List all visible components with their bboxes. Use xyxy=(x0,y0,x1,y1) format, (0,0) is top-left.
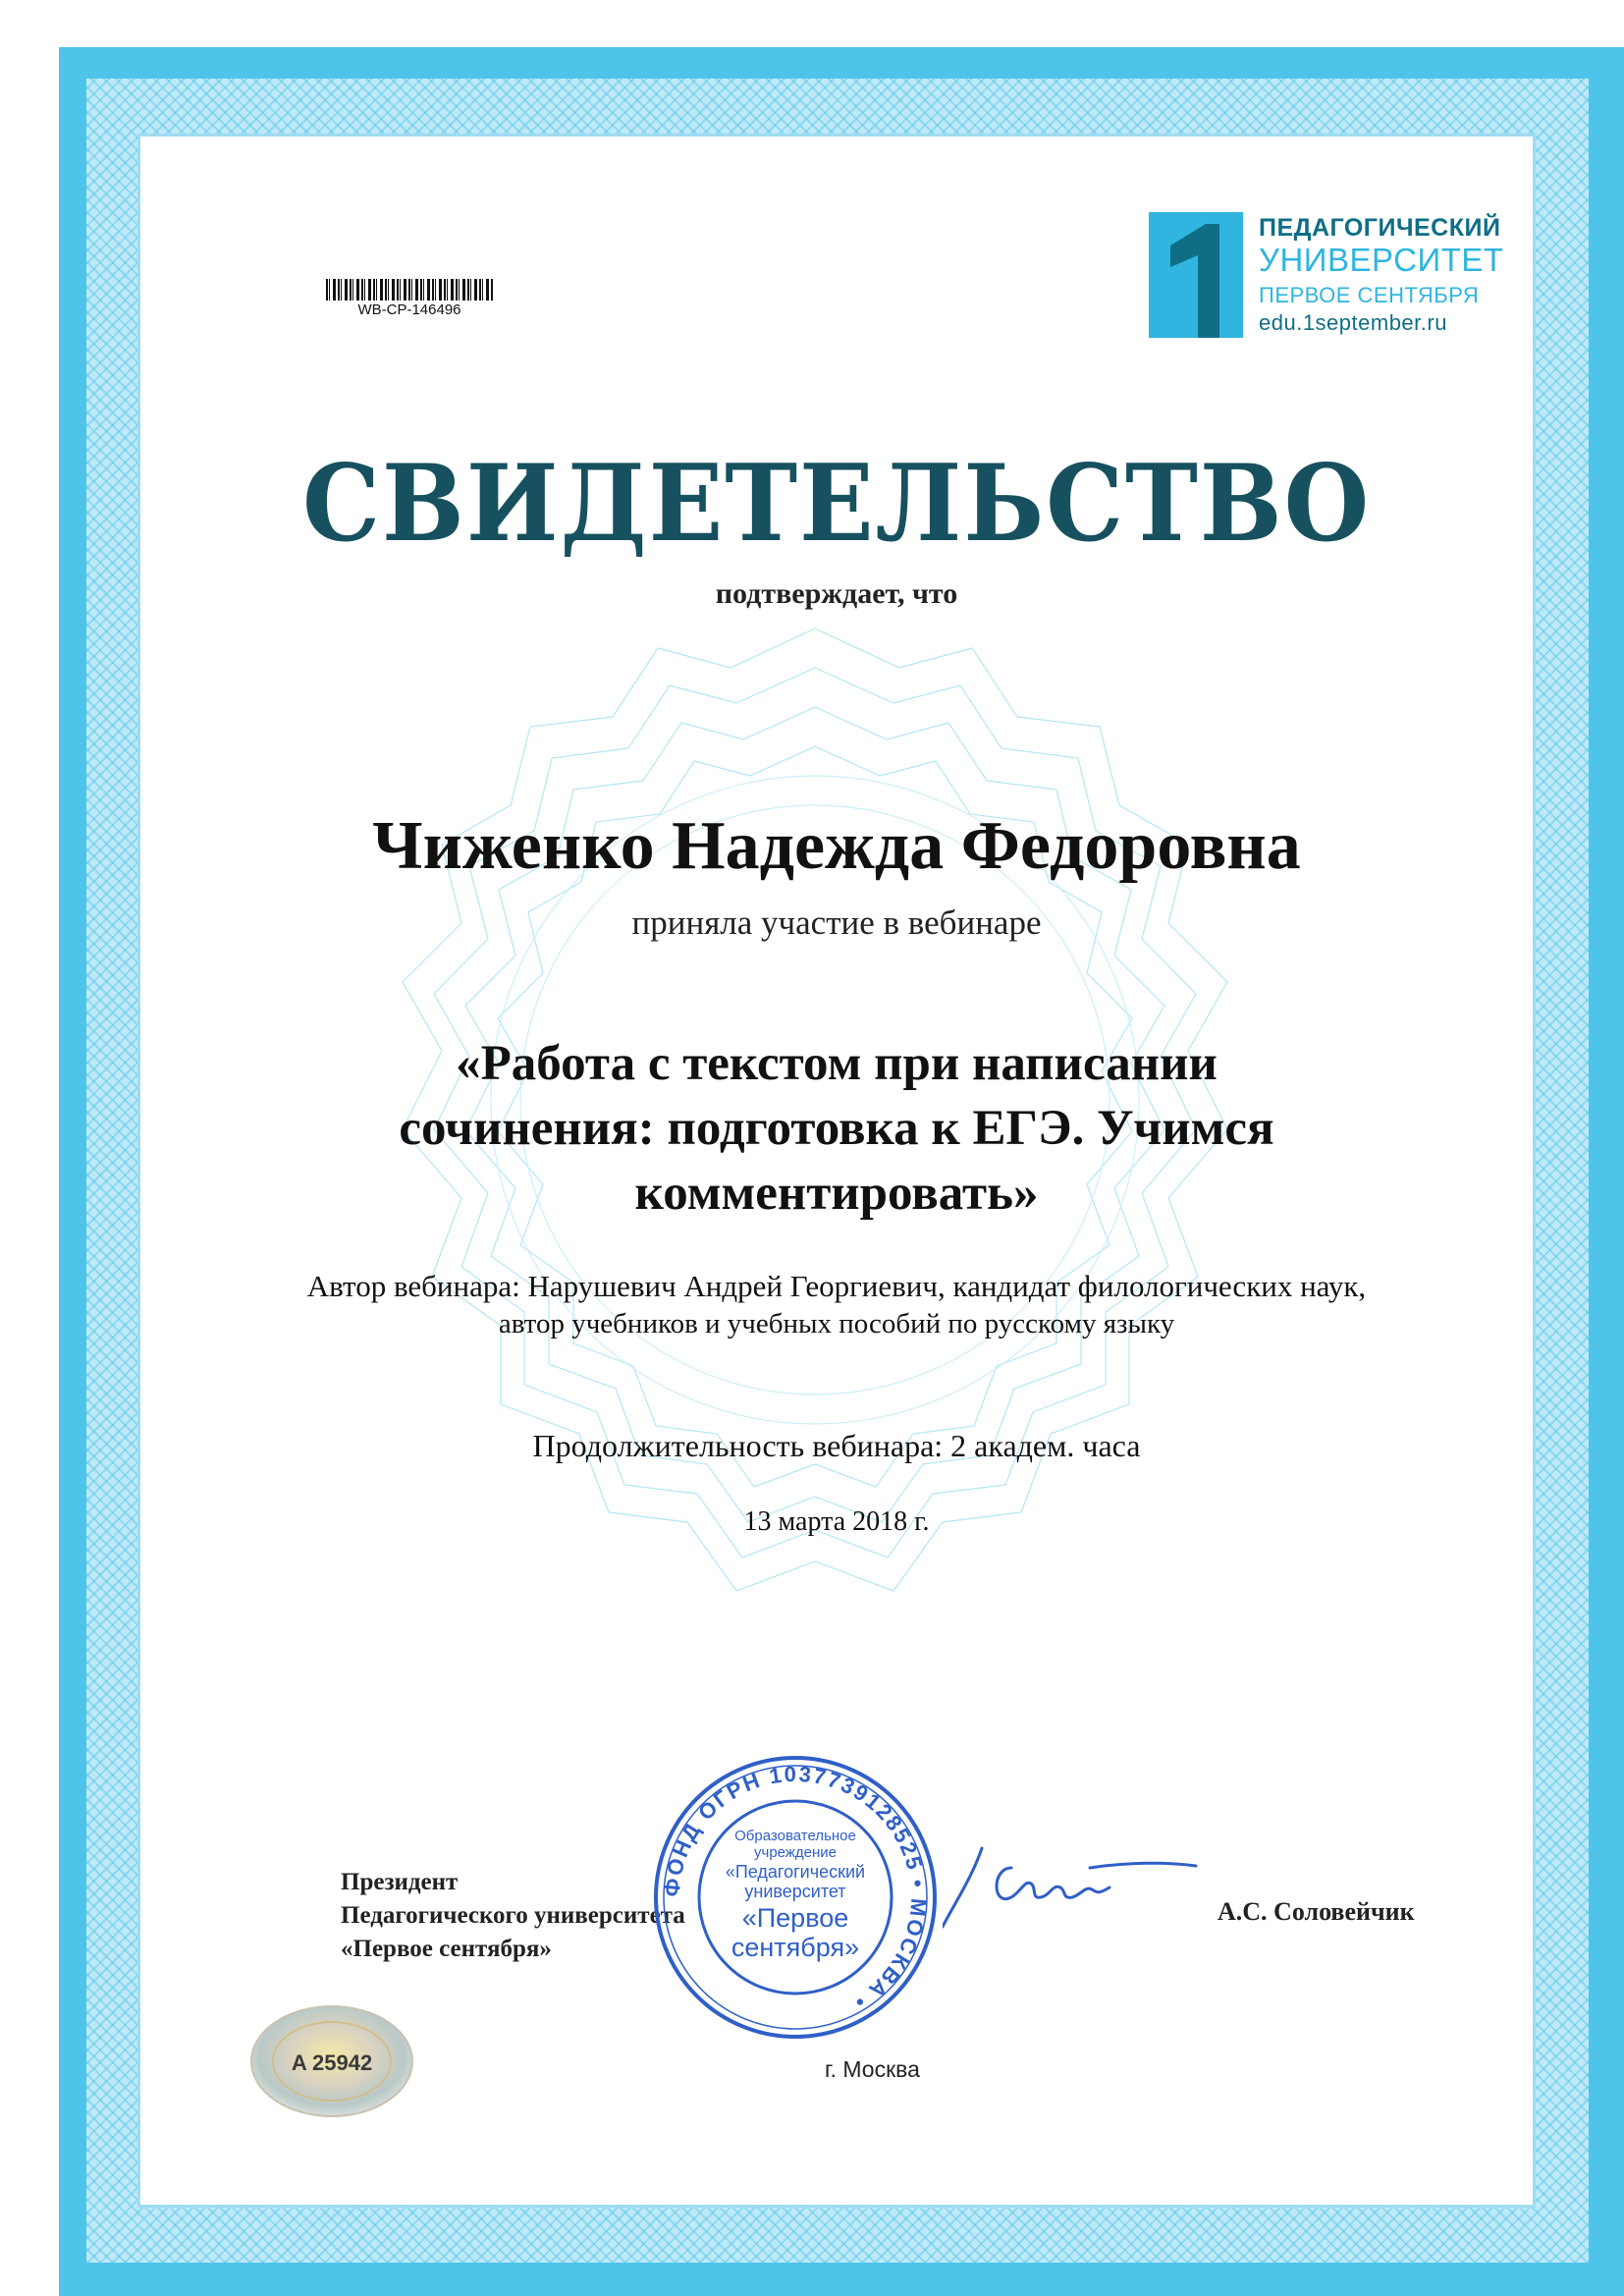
certificate-title: СВИДЕТЕЛЬСТВО xyxy=(301,442,1372,566)
seal-inner-line: Образовательное xyxy=(734,1828,856,1844)
webinar-title-line: «Работа с текстом при написании xyxy=(456,1036,1218,1091)
signer-name: А.С. Соловейчик xyxy=(1218,1897,1415,1926)
seal-ring-text: ФОНД ОГРН 1037739128525 • МОСКВА • xyxy=(659,1761,932,2016)
university-logo-icon xyxy=(1149,212,1243,338)
webinar-title-line: сочинения: подготовка к ЕГЭ. Учимся xyxy=(399,1101,1274,1156)
barcode-number: WB-CP-146496 xyxy=(357,301,461,318)
president-line: «Первое сентября» xyxy=(341,1936,552,1962)
seal-inner-line: университет xyxy=(744,1882,846,1901)
webinar-author-credentials: автор учебников и учебных пособий по русскому языку xyxy=(498,1308,1175,1339)
organization-seal xyxy=(648,1750,943,2045)
president-title xyxy=(341,1866,685,1966)
signature xyxy=(943,1829,1198,1937)
logo-title-line2: УНИВЕРСИТЕТ xyxy=(1259,242,1504,278)
logo-url: edu.1september.ru xyxy=(1259,310,1447,335)
webinar-duration: Продолжительность вебинара: 2 академ. часа xyxy=(532,1428,1141,1463)
barcode xyxy=(326,279,493,301)
seal-inner-line: сентября» xyxy=(731,1933,860,1962)
webinar-title-line: комментировать» xyxy=(634,1166,1039,1221)
logo-title-line1: ПЕДАГОГИЧЕСКИЙ xyxy=(1259,214,1501,242)
seal-inner-line: «Педагогический xyxy=(725,1862,866,1882)
president-line: Президент xyxy=(341,1869,459,1895)
recipient-name: Чиженко Надежда Федоровна xyxy=(372,808,1301,884)
webinar-title xyxy=(137,1031,1536,1226)
participation-text: приняла участие в вебинаре xyxy=(631,903,1042,942)
webinar-author: Автор вебинара: Нарушевич Андрей Георгиевич, кандидат филологических наук, xyxy=(306,1269,1367,1303)
president-line: Педагогического университета xyxy=(341,1902,685,1929)
hologram-sticker xyxy=(249,2005,414,2117)
hologram-code: A 25942 xyxy=(291,2050,373,2075)
logo-title-line3: ПЕРВОЕ СЕНТЯБРЯ xyxy=(1259,283,1480,307)
city: г. Москва xyxy=(825,2056,920,2082)
seal-inner-line: учреждение xyxy=(754,1844,837,1861)
certificate-date: 13 марта 2018 г. xyxy=(743,1506,930,1537)
seal-inner-line: «Первое xyxy=(741,1903,849,1933)
certificate-subtitle: подтверждает, что xyxy=(715,577,958,610)
